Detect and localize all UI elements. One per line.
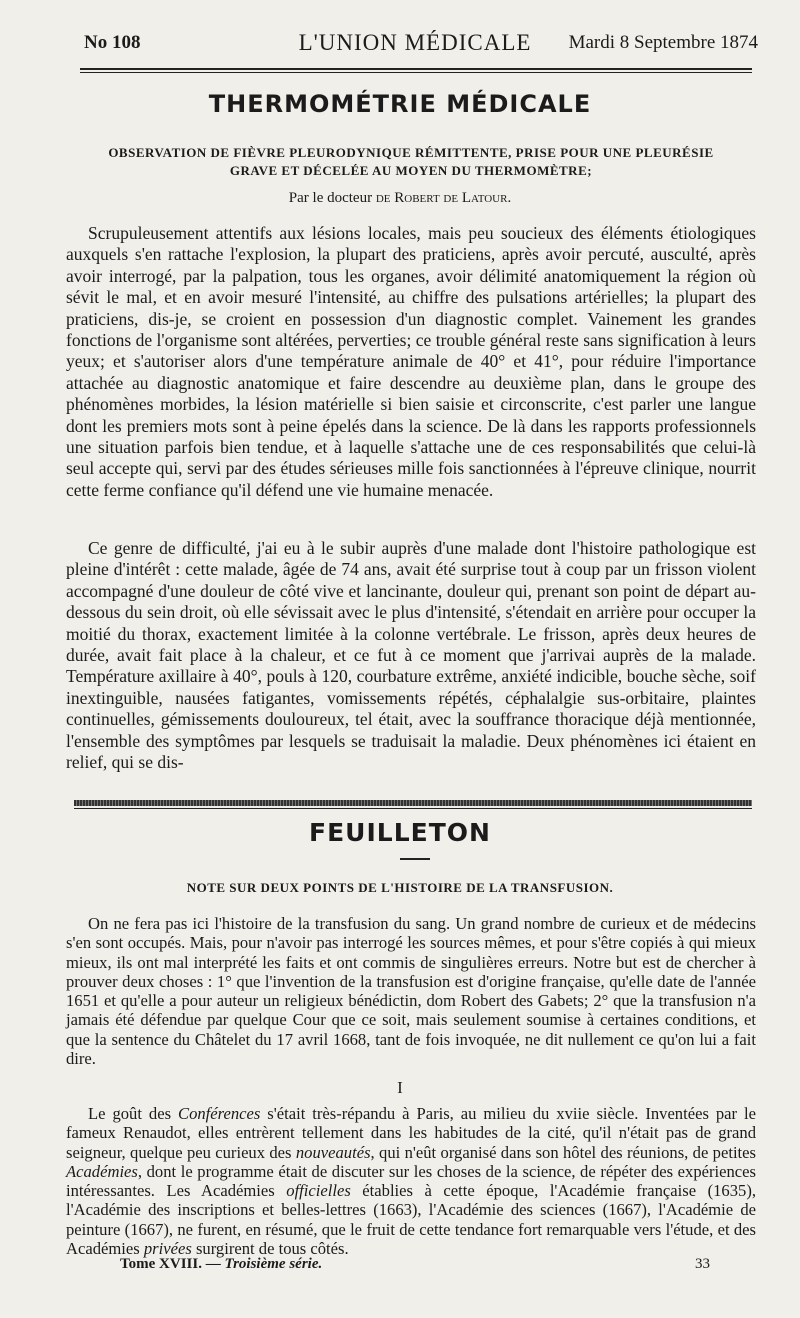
issue-number: No 108 xyxy=(84,32,141,53)
footer-serie: Troisième série. xyxy=(224,1256,323,1272)
feuilleton-paragraph: Le goût des Conférences s'était très-répandu à Paris, au milieu du xviie siècle. Inventées par le fameux Renaudot, elles entrèrent tellement dans les habitudes de la cité, qu'il n'était pas de grand seigneur, quelque peu curieux des nouveautés, qui n'eût organisé dans son hôtel des réunions, de petites Académies, dont le programme était de discuter sur les choses de la science, de répéter des expériences intéressantes. Les Académies officielles établies à cette époque, l'Académie française (1635), l'Académie des inscriptions et belles-lettres (1663), l'Académie des sciences (1667), l'Académie de peinture (1667), ne furent, en résumé, que le fruit de cette tendance fort remarquable vers l'étude, et des Académies privées surgirent de tous côtés. xyxy=(66,1104,756,1259)
feuilleton-title: FEUILLETON xyxy=(309,818,491,847)
note-title: NOTE SUR DEUX POINTS DE L'HISTOIRE DE LA TRANSFUSION. xyxy=(186,880,614,895)
issue-date: Mardi 8 Septembre 1874 xyxy=(568,32,758,53)
byline-prefix: Par le docteur xyxy=(288,190,373,206)
observation-heading-line1: OBSERVATION DE FIÈVRE PLEURODYNIQUE RÉMITTENTE, PRISE POUR UNE PLEURÉSIE xyxy=(108,145,714,160)
article-paragraph: Ce genre de difficulté, j'ai eu à le subir auprès d'une malade dont l'histoire pathologique est pleine d'intérêt : cette malade, âgée de 74 ans, avait été surprise tout à coup par un frisson violent accompagné d'une douleur de côté vive et lancinante, douleur qui, prenant son point de départ au-dessous du sein droit, où elle sévissait avec le plus d'intensité, s'étendait en arrière pour occuper la moitié du thorax, exactement limitée à la colonne vertébrale. Le frisson, après deux heures de durée, avait fait place à la chaleur, et ce fut à ce moment que j'arrivai auprès de la malade. Température axillaire à 40°, pouls à 120, courbature extrême, anxiété indicible, bouche sèche, soif inextinguible, nausées fatigantes, vomissements répétés, céphalalgie sus-orbitaire, plaintes continuelles, gémissements douloureux, tel était, avec la souffrance thoracique déjà mentionnée, l'ensemble des symptômes par lesquels se traduisait la maladie. Deux phénomènes ici étaient en relief, qui se dis- xyxy=(66,538,756,773)
page-number: 33 xyxy=(695,1256,710,1272)
section-numeral: I xyxy=(397,1078,403,1097)
byline xyxy=(0,190,800,207)
title-dash xyxy=(400,858,430,860)
header-rule-thin xyxy=(80,72,752,73)
feuilleton-divider-thin xyxy=(74,808,752,809)
byline-author: de Robert de Latour. xyxy=(375,190,512,206)
observation-heading-line2: GRAVE ET DÉCELÉE AU MOYEN DU THERMOMÈTRE; xyxy=(229,163,593,178)
page-footer xyxy=(120,1256,710,1280)
journal-title: L'UNION MÉDICALE xyxy=(298,30,532,55)
feuilleton-divider xyxy=(74,800,752,806)
page-header xyxy=(72,28,758,68)
section-title: THERMOMÉTRIE MÉDICALE xyxy=(208,90,592,118)
feuilleton-paragraph: On ne fera pas ici l'histoire de la transfusion du sang. Un grand nombre de curieux et de médecins s'en sont occupés. Mais, pour n'avoir pas interrogé les sources mêmes, et pour s'être copiés à qui mieux mieux, ils ont mal interprété les faits et ont commis de singulières erreurs. Notre but est de chercher à prouver deux choses : 1° que l'invention de la transfusion est d'origine française, qu'elle date de l'année 1651 et qu'elle a pour auteur un religieux bénédictin, dom Robert des Gabets; 2° que la transfusion n'a jamais été défendue par quelque Cour que ce soit, mais seulement soumise à certaines conditions, et que la sentence du Châtelet du 17 avril 1668, tant de fois invoquée, ne dit nullement ce qu'on lui a fait dire. xyxy=(66,914,756,1069)
article-paragraph: Scrupuleusement attentifs aux lésions locales, mais peu soucieux des éléments étiologiques auxquels s'en rattache l'explosion, la plupart des praticiens, après avoir percuté, ausculté, après avoir interrogé, par la palpation, tous les organes, avoir délimité anatomiquement la région où sévit le mal, et en avoir mesuré l'intensité, au chiffre des pulsations artérielles; la plupart des praticiens, dis-je, se croient en possession d'un diagnostic complet. Vainement les grandes fonctions de l'organisme sont altérées, perverties; ce trouble général reste sans signification à leurs yeux; et s'autoriser alors d'une température animale de 40° et 41°, pour réduire l'importance attachée au diagnostic anatomique et faire descendre au deuxième plan, dans le groupe des phénomènes morbides, la lésion matérielle si bien saisie et circonscrite, c'est parler une langue dont les premiers mots sont à peine épelés dans la science. De là dans les rapports professionnels une situation parfois bien tendue, et à laquelle s'attache une de ces responsabilités que celui-là seul accepte qui, servi par des études sérieuses mille fois sanctionnées à l'épreuve clinique, nourrit cette ferme confiance qu'il défend une vie humaine menacée. xyxy=(66,223,756,500)
header-rule xyxy=(80,68,752,70)
footer-tome: Tome XVIII. — Troisième série. xyxy=(120,1256,323,1272)
